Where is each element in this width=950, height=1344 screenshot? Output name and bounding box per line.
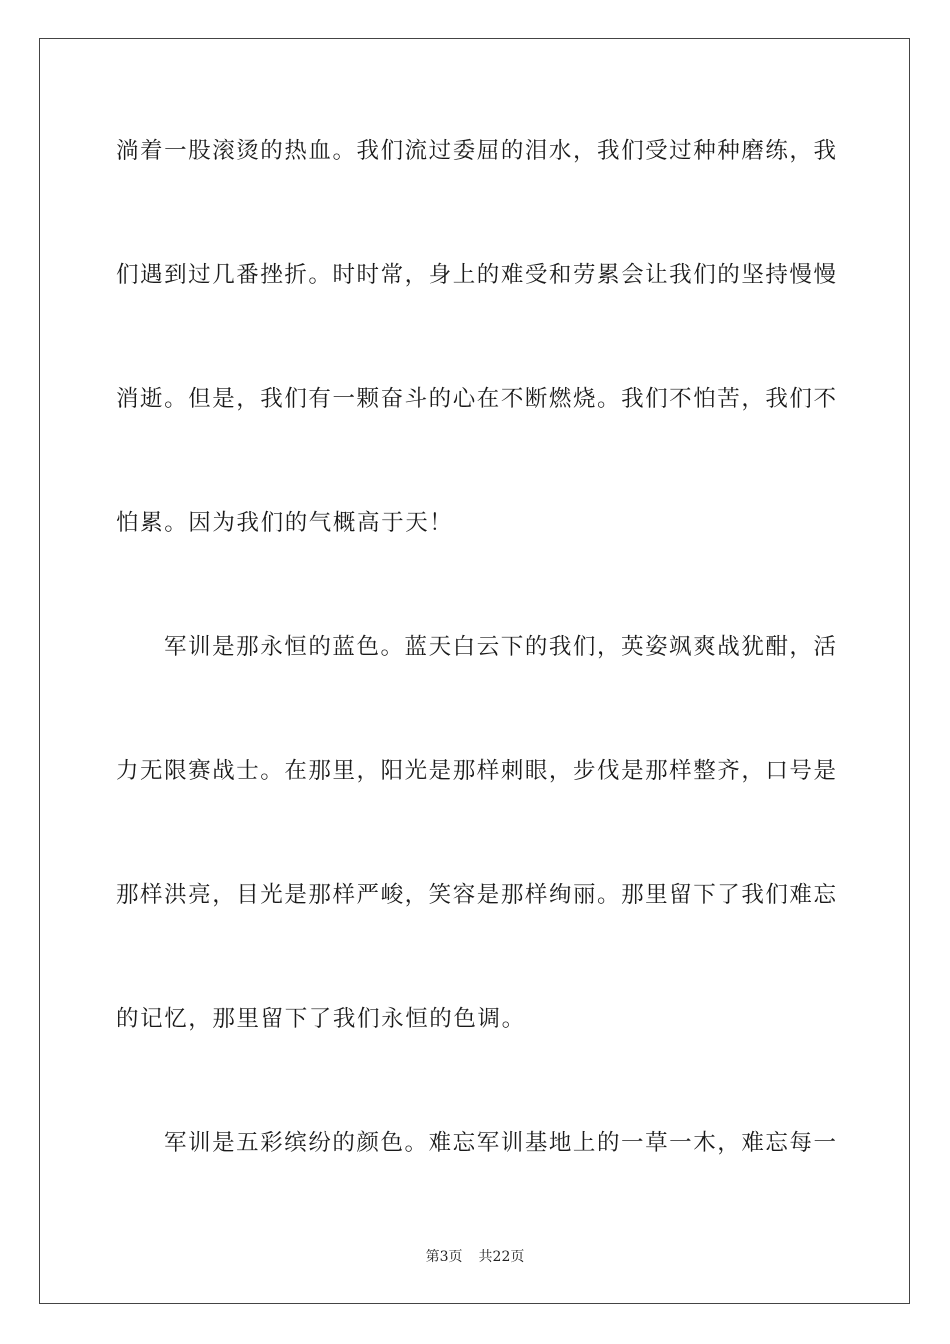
text-line-1: 淌着一股滚烫的热血。我们流过委屈的泪水，我们受过种种磨练，我 bbox=[116, 138, 836, 164]
text-line-4: 怕累。因为我们的气概高于天！ bbox=[116, 510, 454, 536]
text-line-9: 军训是五彩缤纷的颜色。难忘军训基地上的一草一木，难忘每一 bbox=[164, 1130, 836, 1156]
text-line-2: 们遇到过几番挫折。时时常，身上的难受和劳累会让我们的坚持慢慢 bbox=[116, 262, 836, 288]
text-line-8: 的记忆，那里留下了我们永恒的色调。 bbox=[116, 1006, 526, 1032]
page-footer bbox=[0, 1248, 950, 1266]
text-line-5: 军训是那永恒的蓝色。蓝天白云下的我们，英姿飒爽战犹酣，活 bbox=[164, 634, 836, 660]
text-line-6: 力无限赛战士。在那里，阳光是那样刺眼，步伐是那样整齐，口号是 bbox=[116, 758, 836, 784]
text-line-7: 那样洪亮，目光是那样严峻，笑容是那样绚丽。那里留下了我们难忘 bbox=[116, 882, 836, 908]
page-number: 第3页 bbox=[425, 1249, 463, 1265]
page-total: 共22页 bbox=[478, 1249, 525, 1265]
text-line-3: 消逝。但是，我们有一颗奋斗的心在不断燃烧。我们不怕苦，我们不 bbox=[116, 386, 836, 412]
page-frame bbox=[39, 38, 910, 1304]
